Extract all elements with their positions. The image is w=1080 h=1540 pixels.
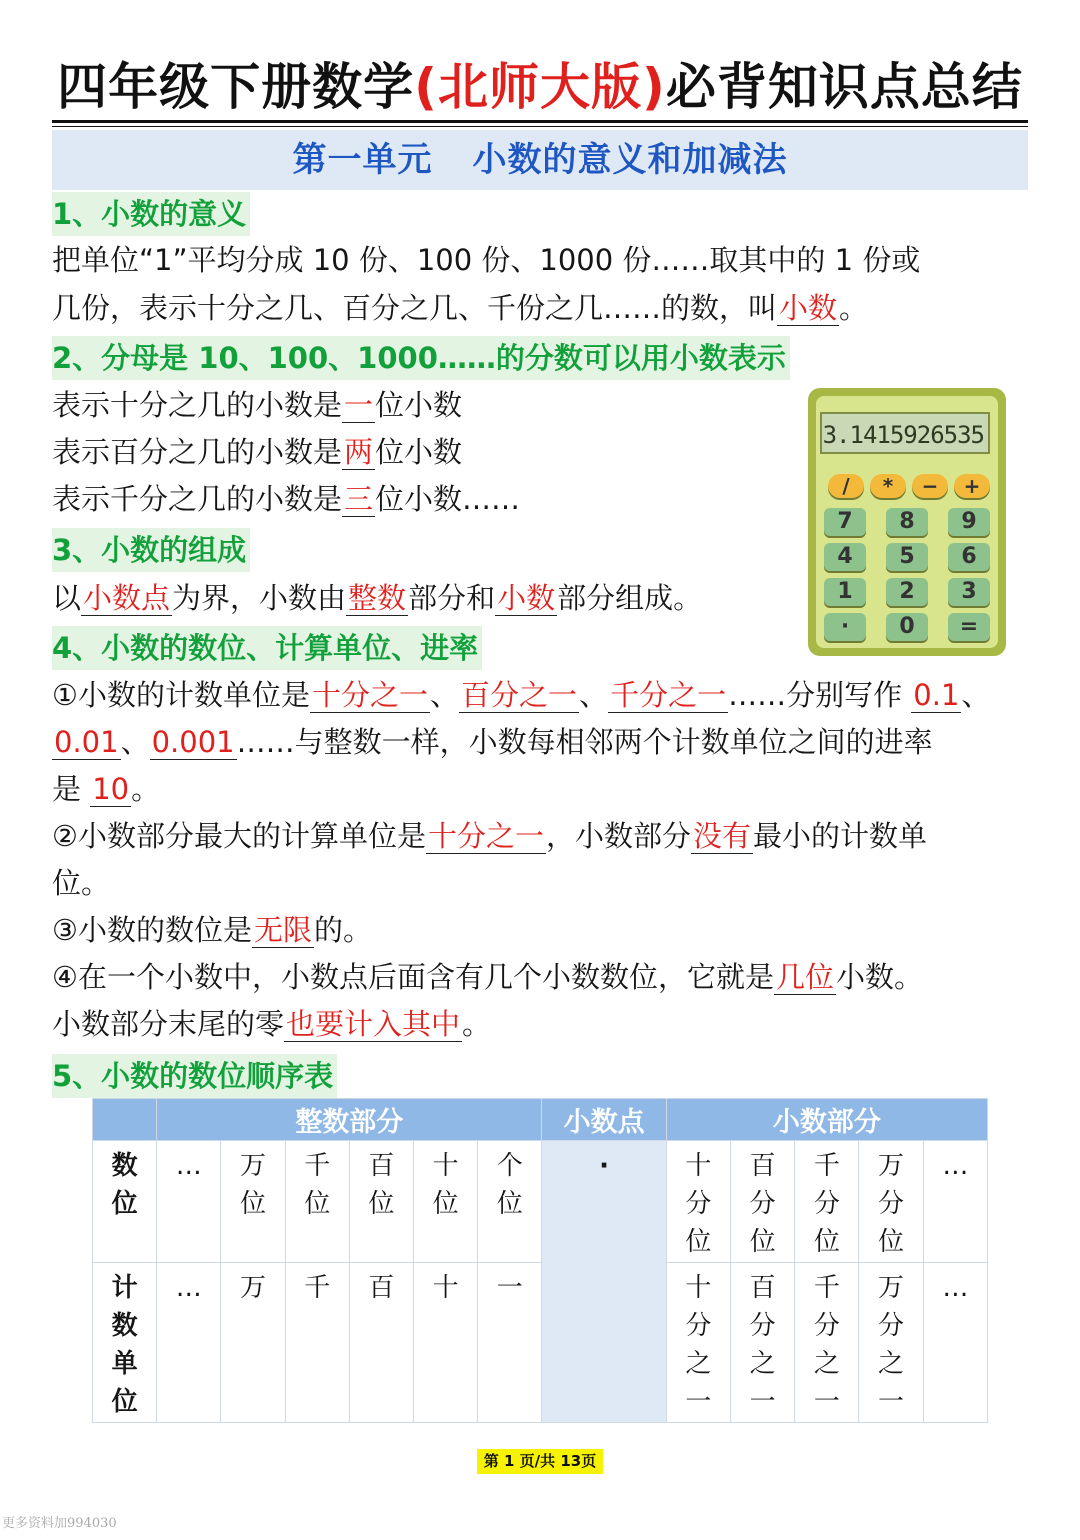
key-4: 4 <box>824 543 866 571</box>
table-cell <box>157 1263 221 1423</box>
watermark: 更多资料加994030 <box>2 1516 117 1531</box>
text: ……分别写作 <box>728 678 912 712</box>
section-heading-3: 3、小数的组成 <box>52 528 250 572</box>
header-decimal-point: 小数点 <box>542 1099 666 1141</box>
cell-text: 千位 <box>304 1151 331 1219</box>
s4-p4-line1 <box>52 954 923 1000</box>
key-8: 8 <box>886 508 928 536</box>
row-head-place <box>93 1141 157 1263</box>
table-cell <box>157 1141 221 1263</box>
cell-text: 百分位 <box>749 1151 776 1257</box>
key-plus: + <box>954 474 990 498</box>
s4-p1-line2 <box>52 719 933 765</box>
cell-text: 千 <box>304 1273 331 1303</box>
text: 几份，表示十分之几、百分之几、千份之几……的数，叫 <box>52 291 778 325</box>
cell-text: 百 <box>368 1273 395 1303</box>
text: 是 <box>52 772 91 806</box>
answer-blank: 十分之一 <box>312 678 429 712</box>
text: 。 <box>131 772 161 806</box>
header-decimal-part: 小数部分 <box>666 1099 987 1141</box>
answer-blank: 十分之一 <box>428 819 545 853</box>
answer-blank: 一 <box>344 388 374 422</box>
answer-blank: 小数点 <box>83 581 171 615</box>
table-cell <box>859 1141 923 1263</box>
title-rule-thick <box>52 120 1028 123</box>
text: 、 <box>961 678 991 712</box>
row-head-unit <box>93 1263 157 1423</box>
cell-text: 千分之一 <box>813 1273 840 1417</box>
key-0: 0 <box>886 613 928 641</box>
answer-blank: 两 <box>344 435 374 469</box>
s4-p2-line2: 位。 <box>52 866 111 900</box>
cell-text: 万位 <box>239 1151 266 1219</box>
key-minus: − <box>912 474 948 498</box>
cell-text: 百分之一 <box>749 1273 776 1417</box>
table-cell <box>666 1263 730 1423</box>
header-integer-part: 整数部分 <box>157 1099 542 1141</box>
row-head-text: 计数单位 <box>111 1273 138 1417</box>
cell-text: 万分位 <box>878 1151 905 1257</box>
key-3: 3 <box>948 578 990 606</box>
cell-text: 千分位 <box>813 1151 840 1257</box>
table-cell <box>731 1263 795 1423</box>
table-cell <box>795 1141 859 1263</box>
page-title <box>0 52 1080 122</box>
decimal-point-cell <box>542 1141 666 1423</box>
text: 小数部分末尾的零 <box>52 1007 285 1041</box>
table-cell <box>859 1263 923 1423</box>
key-multiply: * <box>870 474 906 498</box>
table-cell <box>414 1141 478 1263</box>
s4-p4-line2 <box>52 1001 491 1047</box>
table-cell <box>923 1141 987 1263</box>
table-cell <box>414 1263 478 1423</box>
text: ①小数的计数单位是 <box>52 678 310 712</box>
cell-text: 十位 <box>432 1151 459 1219</box>
page-indicator: 第 1 页/共 13页 <box>477 1449 603 1474</box>
text: 位小数 <box>375 435 463 469</box>
key-9: 9 <box>948 508 990 536</box>
s1-line2 <box>52 285 868 331</box>
s2-row3 <box>52 476 520 522</box>
s3-line <box>52 575 702 621</box>
key-5: 5 <box>886 543 928 571</box>
key-2: 2 <box>886 578 928 606</box>
key-dot: · <box>824 613 866 641</box>
text: ，小数部分 <box>546 819 692 853</box>
answer-blank: 也要计入其中 <box>286 1007 461 1041</box>
text: 表示千分之几的小数是 <box>52 482 343 516</box>
s4-p3-line <box>52 907 372 953</box>
s4-p1-line1 <box>52 672 990 718</box>
text: 。 <box>839 291 869 325</box>
title-edition: (北师大版) <box>414 58 666 116</box>
cell-text: · <box>599 1151 610 1181</box>
text: ④在一个小数中，小数点后面含有几个小数数位，它就是 <box>52 960 774 994</box>
cell-text: 十分位 <box>685 1151 712 1257</box>
table-cell <box>349 1263 413 1423</box>
text: 、 <box>430 678 460 712</box>
key-7: 7 <box>824 508 866 536</box>
cell-text: 十 <box>432 1273 459 1303</box>
answer-blank: 三 <box>344 482 374 516</box>
text: 位小数…… <box>375 482 521 516</box>
table-cell <box>285 1263 349 1423</box>
table-cell <box>731 1141 795 1263</box>
text: 最小的计数单 <box>753 819 928 853</box>
text: 的。 <box>314 913 373 947</box>
s2-row2 <box>52 429 462 475</box>
text: ……与整数一样，小数每相邻两个计数单位之间的进率 <box>236 725 933 759</box>
cell-text: 万分之一 <box>878 1273 905 1417</box>
key-equals: = <box>948 613 990 641</box>
cell-text: 个位 <box>496 1151 523 1219</box>
answer-blank: 小数 <box>497 581 556 615</box>
table-row <box>93 1141 988 1263</box>
cell-text: 一 <box>496 1273 523 1303</box>
answer-blank: 百分之一 <box>461 678 578 712</box>
text: 部分组成。 <box>557 581 703 615</box>
table-cell <box>478 1263 542 1423</box>
cell-text: … <box>942 1273 969 1303</box>
table-cell <box>795 1263 859 1423</box>
section-heading-4: 4、小数的数位、计算单位、进率 <box>52 626 482 670</box>
s4-p2-line1 <box>52 813 927 859</box>
cell-text: 万 <box>239 1273 266 1303</box>
key-6: 6 <box>948 543 990 571</box>
text: 位小数 <box>375 388 463 422</box>
text: ③小数的数位是 <box>52 913 252 947</box>
unit-topic: 小数的意义和加减法 <box>472 140 788 180</box>
text: 、 <box>579 678 609 712</box>
section-heading-5: 5、小数的数位顺序表 <box>52 1054 337 1098</box>
text: ②小数部分最大的计算单位是 <box>52 819 426 853</box>
text: 、 <box>120 725 150 759</box>
answer-blank: 0.01 <box>54 725 119 759</box>
table-cell <box>349 1141 413 1263</box>
table-row <box>93 1263 988 1423</box>
answer-blank: 小数 <box>779 291 838 325</box>
s2-row1 <box>52 382 462 428</box>
answer-blank: 千分之一 <box>610 678 727 712</box>
key-1: 1 <box>824 578 866 606</box>
title-main: 四年级下册数学 <box>57 58 415 116</box>
calculator-display: 3.1415926535 <box>820 412 990 454</box>
answer-blank: 0.001 <box>151 725 235 759</box>
cell-text: … <box>175 1151 202 1181</box>
calculator-illustration <box>808 388 1006 656</box>
title-tail: 必背知识点总结 <box>665 58 1023 116</box>
cell-text: … <box>175 1273 202 1303</box>
table-cell <box>478 1141 542 1263</box>
answer-blank: 10 <box>92 772 130 806</box>
place-value-table <box>92 1098 988 1423</box>
text: 表示百分之几的小数是 <box>52 435 343 469</box>
row-head-text: 数位 <box>111 1151 138 1219</box>
cell-text: 十分之一 <box>685 1273 712 1417</box>
key-divide: / <box>828 474 864 498</box>
title-rule-thin <box>52 126 1028 127</box>
cell-text: 百位 <box>368 1151 395 1219</box>
answer-blank: 无限 <box>254 913 313 947</box>
text: 以 <box>52 581 82 615</box>
table-cell <box>285 1141 349 1263</box>
text: 部分和 <box>408 581 496 615</box>
text: 为界，小数由 <box>172 581 347 615</box>
section-heading-2: 2、分母是 10、100、1000……的分数可以用小数表示 <box>52 336 790 380</box>
text: 小数。 <box>836 960 924 994</box>
text: 表示十分之几的小数是 <box>52 388 343 422</box>
table-cell <box>221 1141 285 1263</box>
answer-blank: 没有 <box>693 819 752 853</box>
section-heading-1: 1、小数的意义 <box>52 192 250 236</box>
s4-p1-line3 <box>52 766 160 812</box>
answer-blank: 0.1 <box>913 678 960 712</box>
table-header-row <box>93 1099 988 1141</box>
cell-text: … <box>942 1151 969 1181</box>
corner-cell <box>93 1099 157 1141</box>
unit-banner <box>52 130 1028 190</box>
text: 。 <box>462 1007 492 1041</box>
answer-blank: 几位 <box>776 960 835 994</box>
table-cell <box>923 1263 987 1423</box>
answer-blank: 整数 <box>348 581 407 615</box>
table-cell <box>221 1263 285 1423</box>
s1-line1: 把单位“1”平均分成 10 份、100 份、1000 份……取其中的 1 份或 <box>52 243 921 277</box>
unit-label: 第一单元 <box>292 140 433 180</box>
table-cell <box>666 1141 730 1263</box>
